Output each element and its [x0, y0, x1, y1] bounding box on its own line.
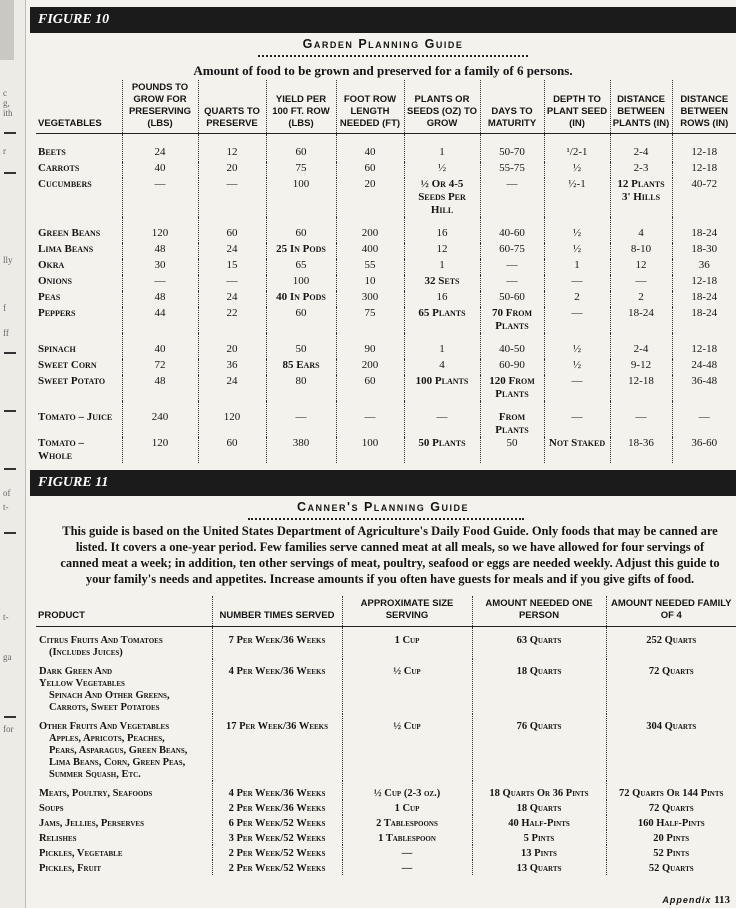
- vegetable-name: Lima Beans: [38, 243, 94, 255]
- product-name: [36, 627, 212, 660]
- vegetable-name: Sweet Potato: [38, 375, 106, 387]
- table-cell: 12: [198, 134, 266, 163]
- column-header: AMOUNT NEEDED ONE PERSON: [472, 596, 606, 627]
- table-cell: 30: [122, 259, 198, 275]
- table-row: [36, 359, 736, 375]
- table-row: [36, 275, 736, 291]
- table-cell: ½: [544, 162, 610, 178]
- vegetable-name: Okra: [38, 259, 65, 271]
- product-detail: Spinach And Other Greens,: [49, 690, 170, 701]
- product-detail: Carrots, Sweet Potatoes: [49, 702, 160, 713]
- table-cell: ½-1: [544, 178, 610, 217]
- table-cell: 6 Per Week/52 Weeks: [212, 815, 342, 830]
- table-cell: 252 Quarts: [606, 627, 736, 660]
- table-cell: 40 Half-Pints: [472, 815, 606, 830]
- margin-dash: [4, 352, 16, 354]
- table-cell: 1: [404, 333, 480, 359]
- title-rule: [248, 518, 524, 520]
- table-cell: —: [480, 275, 544, 291]
- table-cell: 24: [198, 291, 266, 307]
- table-cell: 2-3: [610, 162, 672, 178]
- table-cell: 5 Pints: [472, 830, 606, 845]
- table-cell: ½: [544, 243, 610, 259]
- margin-note: ith: [3, 108, 13, 118]
- table-cell: 75: [266, 162, 336, 178]
- table-row: [36, 830, 736, 845]
- table-cell: 36: [198, 359, 266, 375]
- table-cell: —: [122, 275, 198, 291]
- table-cell: 85 Ears: [266, 359, 336, 375]
- table-row: [36, 291, 736, 307]
- vegetable-name: Carrots: [38, 162, 80, 174]
- table-cell: 18-24: [672, 307, 736, 333]
- table-cell: 22: [198, 307, 266, 333]
- column-header: DAYS TO MATURITY: [480, 80, 544, 134]
- table-cell: 16: [404, 217, 480, 243]
- table-cell: —: [342, 860, 472, 875]
- table-cell: 2-4: [610, 134, 672, 163]
- table-row: [36, 162, 736, 178]
- table-cell: 120: [122, 437, 198, 463]
- table-cell: 17 Per Week/36 Weeks: [212, 714, 342, 781]
- table-cell: —: [544, 375, 610, 401]
- figure-10-label: FIGURE 10: [30, 7, 736, 33]
- table-cell: —: [544, 275, 610, 291]
- table-cell: 240: [122, 401, 198, 437]
- product-name: [36, 815, 212, 830]
- table-cell: 60: [266, 307, 336, 333]
- table-cell: 1: [544, 259, 610, 275]
- table-cell: 20: [198, 333, 266, 359]
- table-cell: 20 Pints: [606, 830, 736, 845]
- table-cell: 16: [404, 291, 480, 307]
- table-cell: 60: [336, 375, 404, 401]
- binding-spine: [0, 0, 14, 60]
- page-number: 113: [714, 894, 730, 906]
- column-header: VEGETABLES: [36, 80, 122, 134]
- table-cell: 60: [198, 437, 266, 463]
- table-cell: ¹/2-1: [544, 134, 610, 163]
- table-cell: 60: [336, 162, 404, 178]
- vegetable-name: Beets: [38, 146, 66, 158]
- table-cell: 100: [266, 178, 336, 217]
- canner-guide-intro: This guide is based on the United States Department of Agriculture's Daily Food Guide. Only foods that may be canned are listed. It covers a one-year period. Few families serve canned meat at all meals, so we have allowed for four servings of canned meat a week; in addition, ten other servings of meat, poultry, seafood or eggs are needed weekly. Adjust this guide to your family's needs and appetites. Increase amounts if you often have guests for meals and if you give gifts of food.: [60, 524, 720, 586]
- table-cell: 1 Cup: [342, 800, 472, 815]
- garden-planning-table: [36, 80, 736, 463]
- table-row: [36, 781, 736, 800]
- table-cell: 50: [266, 333, 336, 359]
- gutter-edge: [25, 0, 26, 908]
- table-cell: 12-18: [672, 134, 736, 163]
- table-header-row: [36, 80, 736, 134]
- canner-planning-table: [36, 596, 736, 875]
- product-name: [36, 714, 212, 781]
- margin-dash: [4, 410, 16, 412]
- table-cell: 55: [336, 259, 404, 275]
- table-cell: —: [610, 275, 672, 291]
- table-cell: 2 Per Week/52 Weeks: [212, 845, 342, 860]
- table-cell: —: [672, 401, 736, 437]
- table-cell: 50 Plants: [404, 437, 480, 463]
- table-cell: ½ Cup: [342, 659, 472, 714]
- table-cell: 2: [544, 291, 610, 307]
- table-cell: 18 Quarts: [472, 659, 606, 714]
- table-cell: ½ Cup (2-3 oz.): [342, 781, 472, 800]
- product-name: [36, 800, 212, 815]
- table-cell: ½: [544, 333, 610, 359]
- table-cell: 12 Plants 3' Hills: [610, 178, 672, 217]
- table-row: [36, 860, 736, 875]
- margin-note: lly: [3, 255, 13, 265]
- table-cell: 36: [672, 259, 736, 275]
- margin-note: c: [3, 88, 7, 98]
- table-cell: 36-48: [672, 375, 736, 401]
- table-cell: 2-4: [610, 333, 672, 359]
- garden-guide-title: Garden Planning Guide: [302, 37, 464, 51]
- column-header: YIELD PER 100 FT. ROW (LBS): [266, 80, 336, 134]
- table-row: [36, 307, 736, 333]
- title-rule: [258, 55, 528, 57]
- margin-dash: [4, 468, 16, 470]
- product-line: Pickles, Vegetable: [39, 848, 123, 859]
- margin-dash: [4, 716, 16, 718]
- table-cell: 60: [266, 217, 336, 243]
- table-cell: 20: [198, 162, 266, 178]
- vegetable-name: Peas: [38, 291, 61, 303]
- table-cell: 8-10: [610, 243, 672, 259]
- table-cell: 24: [198, 243, 266, 259]
- column-header: FOOT ROW LENGTH NEEDED (FT): [336, 80, 404, 134]
- margin-note: ff: [3, 328, 9, 338]
- table-cell: —: [342, 845, 472, 860]
- table-row: [36, 627, 736, 660]
- table-row: [36, 217, 736, 243]
- table-cell: 12-18: [672, 275, 736, 291]
- garden-guide-subtitle: Amount of food to be grown and preserved for a family of 6 persons.: [193, 63, 573, 78]
- table-row: [36, 259, 736, 275]
- product-detail: Summer Squash, Etc.: [49, 769, 141, 780]
- table-cell: 2 Per Week/36 Weeks: [212, 800, 342, 815]
- table-cell: 18-30: [672, 243, 736, 259]
- product-line: Citrus Fruits And Tomatoes: [39, 635, 163, 646]
- margin-note: f: [3, 303, 6, 313]
- table-cell: 36-60: [672, 437, 736, 463]
- table-cell: 100 Plants: [404, 375, 480, 401]
- table-cell: 300: [336, 291, 404, 307]
- table-row: [36, 134, 736, 163]
- table-cell: 50: [480, 437, 544, 463]
- table-cell: 304 Quarts: [606, 714, 736, 781]
- table-cell: Not Staked: [544, 437, 610, 463]
- table-cell: 18-24: [672, 217, 736, 243]
- vegetable-name: Cucumbers: [38, 178, 92, 190]
- table-row: [36, 375, 736, 401]
- product-detail: Apples, Apricots, Peaches,: [49, 733, 165, 744]
- column-header: PLANTS OR SEEDS (OZ) TO GROW: [404, 80, 480, 134]
- table-cell: 10: [336, 275, 404, 291]
- table-row: [36, 243, 736, 259]
- table-cell: 24-48: [672, 359, 736, 375]
- table-cell: 400: [336, 243, 404, 259]
- column-header: POUNDS TO GROW FOR PRESERVING (LBS): [122, 80, 198, 134]
- margin-dash: [4, 172, 16, 174]
- margin-note: t-: [3, 502, 9, 512]
- margin-note: r: [3, 146, 6, 156]
- table-cell: 120: [198, 401, 266, 437]
- table-cell: 80: [266, 375, 336, 401]
- column-header: PRODUCT: [36, 596, 212, 627]
- vegetable-name: Green Beans: [38, 227, 101, 239]
- table-cell: 90: [336, 333, 404, 359]
- table-cell: —: [480, 178, 544, 217]
- vegetable-name: Onions: [38, 275, 72, 287]
- column-header: DISTANCE BETWEEN ROWS (IN): [672, 80, 736, 134]
- table-cell: 40: [336, 134, 404, 163]
- product-line: Relishes: [39, 833, 77, 844]
- table-cell: 40: [122, 162, 198, 178]
- table-cell: ½: [544, 217, 610, 243]
- column-header: QUARTS TO PRESERVE: [198, 80, 266, 134]
- table-row: [36, 178, 736, 217]
- vegetable-name: Sweet Corn: [38, 359, 97, 371]
- table-cell: 20: [336, 178, 404, 217]
- product-line: Jams, Jellies, Perserves: [39, 818, 144, 829]
- table-cell: 15: [198, 259, 266, 275]
- table-row: [36, 333, 736, 359]
- table-cell: —: [404, 401, 480, 437]
- table-cell: 70 From Plants: [480, 307, 544, 333]
- column-header: DISTANCE BETWEEN PLANTS (IN): [610, 80, 672, 134]
- table-cell: 9-12: [610, 359, 672, 375]
- table-cell: 1 Tablespoon: [342, 830, 472, 845]
- table-cell: 72: [122, 359, 198, 375]
- table-cell: ½: [544, 359, 610, 375]
- table-cell: 52 Quarts: [606, 860, 736, 875]
- vegetable-name: Spinach: [38, 343, 76, 355]
- margin-dash: [4, 532, 16, 534]
- table-cell: 75: [336, 307, 404, 333]
- table-cell: 12: [404, 243, 480, 259]
- product-detail: (Includes Juices): [49, 647, 123, 658]
- table-cell: 25 In Pods: [266, 243, 336, 259]
- margin-note: t-: [3, 612, 9, 622]
- table-cell: 44: [122, 307, 198, 333]
- column-header: DEPTH TO PLANT SEED (IN): [544, 80, 610, 134]
- table-row: [36, 845, 736, 860]
- table-cell: 18-24: [672, 291, 736, 307]
- table-cell: 55-75: [480, 162, 544, 178]
- table-cell: —: [198, 178, 266, 217]
- table-cell: 40-50: [480, 333, 544, 359]
- book-page: [30, 0, 736, 908]
- product-name: [36, 659, 212, 714]
- table-cell: 50-60: [480, 291, 544, 307]
- table-cell: 160 Half-Pints: [606, 815, 736, 830]
- product-line: Pickles, Fruit: [39, 863, 102, 874]
- column-header: AMOUNT NEEDED FAMILY OF 4: [606, 596, 736, 627]
- table-cell: 4: [610, 217, 672, 243]
- margin-note: g,: [3, 98, 10, 108]
- table-cell: 65 Plants: [404, 307, 480, 333]
- product-detail: Pears, Asparagus, Green Beans,: [49, 745, 188, 756]
- table-row: [36, 437, 736, 463]
- vegetable-name: Peppers: [38, 307, 76, 319]
- table-cell: 48: [122, 375, 198, 401]
- product-line: Soups: [39, 803, 64, 814]
- product-name: [36, 845, 212, 860]
- margin-dash: [4, 132, 16, 134]
- table-cell: 100: [336, 437, 404, 463]
- table-cell: 72 Quarts: [606, 800, 736, 815]
- table-header-row: [36, 596, 736, 627]
- table-cell: 52 Pints: [606, 845, 736, 860]
- margin-note: ga: [3, 652, 12, 662]
- margin-note: for: [3, 724, 14, 734]
- column-header: APPROXIMATE SIZE SERVING: [342, 596, 472, 627]
- product-line: Dark Green And: [39, 666, 113, 677]
- table-cell: 32 Sets: [404, 275, 480, 291]
- table-cell: From Plants: [480, 401, 544, 437]
- table-cell: 48: [122, 291, 198, 307]
- table-cell: ½ Cup: [342, 714, 472, 781]
- table-cell: —: [198, 275, 266, 291]
- page-gutter: [0, 0, 26, 908]
- table-cell: 12-18: [672, 333, 736, 359]
- table-cell: 1 Cup: [342, 627, 472, 660]
- table-cell: 40 In Pods: [266, 291, 336, 307]
- table-cell: 1: [404, 259, 480, 275]
- table-cell: —: [336, 401, 404, 437]
- table-cell: 1: [404, 134, 480, 163]
- table-cell: 120: [122, 217, 198, 243]
- table-cell: 18-24: [610, 307, 672, 333]
- table-cell: 13 Pints: [472, 845, 606, 860]
- table-cell: 65: [266, 259, 336, 275]
- table-cell: 2: [610, 291, 672, 307]
- figure-11-label: FIGURE 11: [30, 470, 736, 496]
- product-line: Meats, Poultry, Seafoods: [39, 788, 153, 799]
- margin-note: of: [3, 488, 11, 498]
- table-row: [36, 401, 736, 437]
- table-cell: 2 Tablespoons: [342, 815, 472, 830]
- table-cell: 4 Per Week/36 Weeks: [212, 781, 342, 800]
- table-cell: —: [122, 178, 198, 217]
- table-row: [36, 800, 736, 815]
- vegetable-name: Tomato – Whole: [38, 437, 84, 462]
- table-cell: ½: [404, 162, 480, 178]
- table-cell: 60: [266, 134, 336, 163]
- table-cell: 72 Quarts: [606, 659, 736, 714]
- table-cell: 63 Quarts: [472, 627, 606, 660]
- table-row: [36, 659, 736, 714]
- table-cell: 200: [336, 217, 404, 243]
- table-cell: 200: [336, 359, 404, 375]
- table-cell: 12: [610, 259, 672, 275]
- table-cell: 3 Per Week/52 Weeks: [212, 830, 342, 845]
- table-cell: 18 Quarts: [472, 800, 606, 815]
- product-line: Other Fruits And Vegetables: [39, 721, 170, 732]
- table-cell: 24: [198, 375, 266, 401]
- table-row: [36, 714, 736, 781]
- table-cell: 48: [122, 243, 198, 259]
- table-cell: 50-70: [480, 134, 544, 163]
- product-detail: Yellow Vegetables: [39, 678, 125, 689]
- table-cell: 60-75: [480, 243, 544, 259]
- table-cell: 72 Quarts Or 144 Pints: [606, 781, 736, 800]
- column-header: NUMBER TIMES SERVED: [212, 596, 342, 627]
- table-cell: 7 Per Week/36 Weeks: [212, 627, 342, 660]
- table-cell: 12-18: [610, 375, 672, 401]
- table-cell: 60-90: [480, 359, 544, 375]
- footer-section: Appendix: [662, 895, 712, 905]
- table-cell: 40-72: [672, 178, 736, 217]
- vegetable-name: Tomato – Juice: [38, 411, 113, 423]
- table-cell: 40: [122, 333, 198, 359]
- table-cell: —: [266, 401, 336, 437]
- table-cell: 12-18: [672, 162, 736, 178]
- table-cell: 60: [198, 217, 266, 243]
- table-cell: 2 Per Week/52 Weeks: [212, 860, 342, 875]
- table-cell: ½ Or 4-5 Seeds Per Hill: [404, 178, 480, 217]
- product-name: [36, 860, 212, 875]
- table-cell: 18-36: [610, 437, 672, 463]
- table-cell: —: [544, 307, 610, 333]
- table-cell: —: [480, 259, 544, 275]
- table-cell: 24: [122, 134, 198, 163]
- table-cell: 380: [266, 437, 336, 463]
- table-cell: 120 From Plants: [480, 375, 544, 401]
- table-cell: 4: [404, 359, 480, 375]
- table-row: [36, 815, 736, 830]
- product-detail: Lima Beans, Corn, Green Peas,: [49, 757, 186, 768]
- table-cell: —: [544, 401, 610, 437]
- canner-guide-title: Canner's Planning Guide: [296, 500, 469, 514]
- table-cell: 40-60: [480, 217, 544, 243]
- table-cell: —: [610, 401, 672, 437]
- table-cell: 13 Quarts: [472, 860, 606, 875]
- product-name: [36, 830, 212, 845]
- table-cell: 4 Per Week/36 Weeks: [212, 659, 342, 714]
- page-footer: [662, 894, 730, 906]
- table-cell: 76 Quarts: [472, 714, 606, 781]
- table-cell: 18 Quarts Or 36 Pints: [472, 781, 606, 800]
- table-cell: 100: [266, 275, 336, 291]
- product-name: [36, 781, 212, 800]
